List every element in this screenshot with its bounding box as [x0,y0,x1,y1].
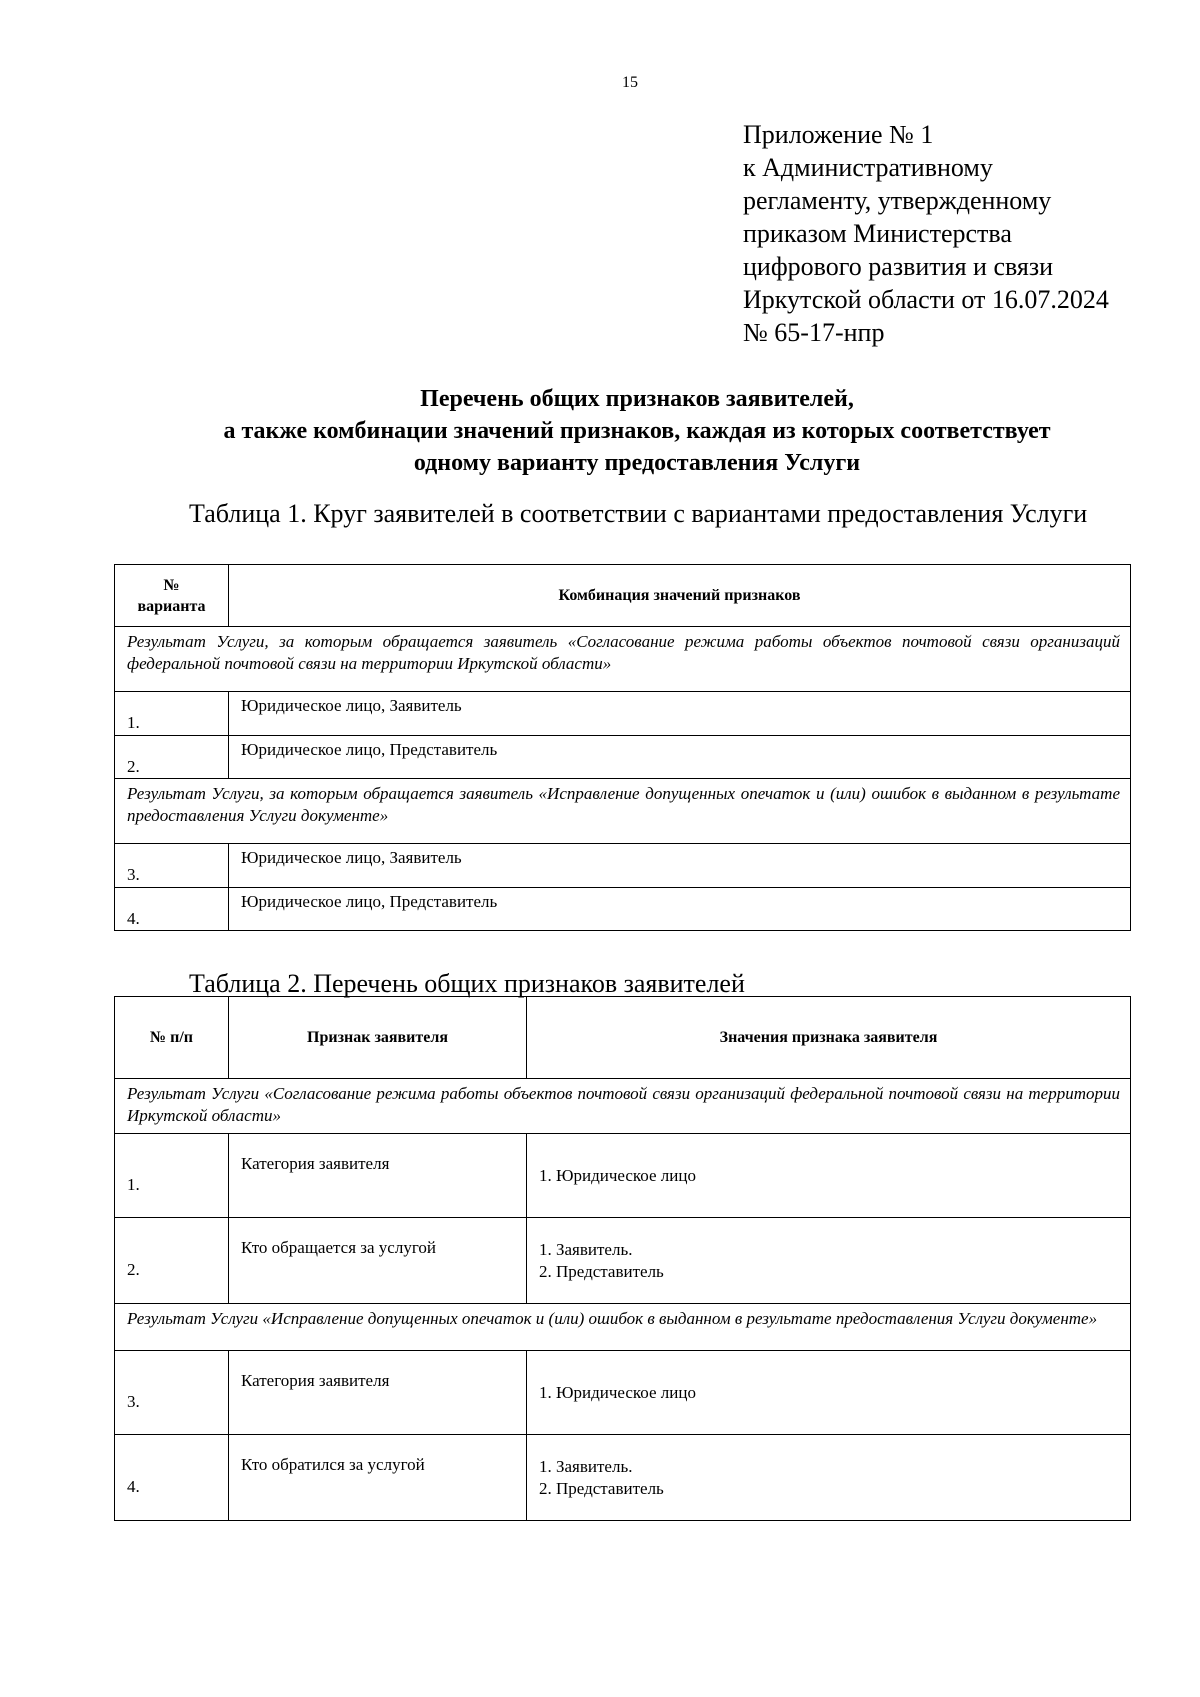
attribute-values [527,1134,1131,1218]
group-row [115,1079,1131,1134]
combination-value: Юридическое лицо, Заявитель [229,844,1131,888]
variant-number: 4. [115,888,229,931]
table-header-row [115,565,1131,627]
table1-caption: Таблица 1. Круг заявителей в соответствии с вариантами предоставления Услуги [189,499,1088,528]
attribute-value: 1. Заявитель. [539,1456,633,1476]
attribute-value: 1. Заявитель. [539,1239,633,1259]
attribute-value: 1. Юридическое лицо [539,1382,696,1402]
table-row [115,1351,1131,1435]
group-title: Результат Услуги, за которым обращается заявитель «Согласование режима работы объектов почтовой связи организаций федеральной почтовой связи на территории Иркутской области» [115,627,1131,692]
combination-value: Юридическое лицо, Представитель [229,736,1131,779]
attribute-name: Категория заявителя [229,1134,527,1218]
attribute-value: 2. Представитель [539,1261,664,1281]
group-title: Результат Услуги «Исправление допущенных опечаток и (или) ошибок в выданном в результате предоставления Услуги документе» [115,1304,1131,1351]
group-title: Результат Услуги, за которым обращается заявитель «Исправление допущенных опечаток и (или) ошибок в выданном в результате предоставления Услуги документе» [115,779,1131,844]
variant-number: 2. [115,736,229,779]
group-row [115,1304,1131,1351]
row-number: 3. [115,1351,229,1435]
title-line: одному варианту предоставления Услуги [413,450,861,476]
page-number: 15 [622,74,638,91]
table-row [115,1435,1131,1521]
header-combination: Комбинация значений признаков [229,565,1131,627]
appendix-line: приказом Министерства [743,219,1012,248]
attribute-name: Кто обратился за услугой [229,1435,527,1521]
appendix-line: цифрового развития и связи [743,252,1054,281]
appendix-line: Иркутской области от 16.07.2024 [743,285,1109,314]
table-row [115,692,1131,736]
row-number: 1. [115,1134,229,1218]
header-text: № [163,576,180,594]
row-number: 2. [115,1218,229,1304]
group-row [115,779,1131,844]
appendix-line: к Административному [743,153,993,182]
header-variant-number [115,565,229,627]
variant-number: 1. [115,692,229,736]
row-number: 4. [115,1435,229,1521]
appendix-line: № 65-17-нпр [743,318,885,347]
header-text: варианта [137,597,206,615]
table-row [115,1134,1131,1218]
table-header-row [115,997,1131,1079]
attribute-values [527,1218,1131,1304]
appendix-line: Приложение № 1 [743,120,934,149]
table-row [115,844,1131,888]
table-row [115,736,1131,779]
attribute-values [527,1351,1131,1435]
header-attribute-values: Значения признака заявителя [527,997,1131,1079]
combination-value: Юридическое лицо, Представитель [229,888,1131,931]
title-line: Перечень общих признаков заявителей, [420,386,854,412]
table-row [115,1218,1131,1304]
attribute-value: 1. Юридическое лицо [539,1165,696,1185]
attribute-name: Категория заявителя [229,1351,527,1435]
table-row [115,888,1131,931]
group-row [115,627,1131,692]
applicant-attributes-table [114,996,1131,1521]
appendix-line: регламенту, утвержденному [743,186,1052,215]
title-line: а также комбинации значений признаков, каждая из которых соответствует [223,418,1051,444]
header-number: № п/п [115,997,229,1079]
applicants-variants-table [114,564,1131,931]
attribute-name: Кто обращается за услугой [229,1218,527,1304]
appendix-block [743,118,1109,349]
attribute-value: 2. Представитель [539,1478,664,1498]
table2-caption: Таблица 2. Перечень общих признаков заявителей [189,969,745,998]
attribute-values [527,1435,1131,1521]
group-title: Результат Услуги «Согласование режима работы объектов почтовой связи организаций федеральной почтовой связи на территории Иркутской области» [115,1079,1131,1134]
header-attribute: Признак заявителя [229,997,527,1079]
document-title [100,383,1174,479]
variant-number: 3. [115,844,229,888]
combination-value: Юридическое лицо, Заявитель [229,692,1131,736]
